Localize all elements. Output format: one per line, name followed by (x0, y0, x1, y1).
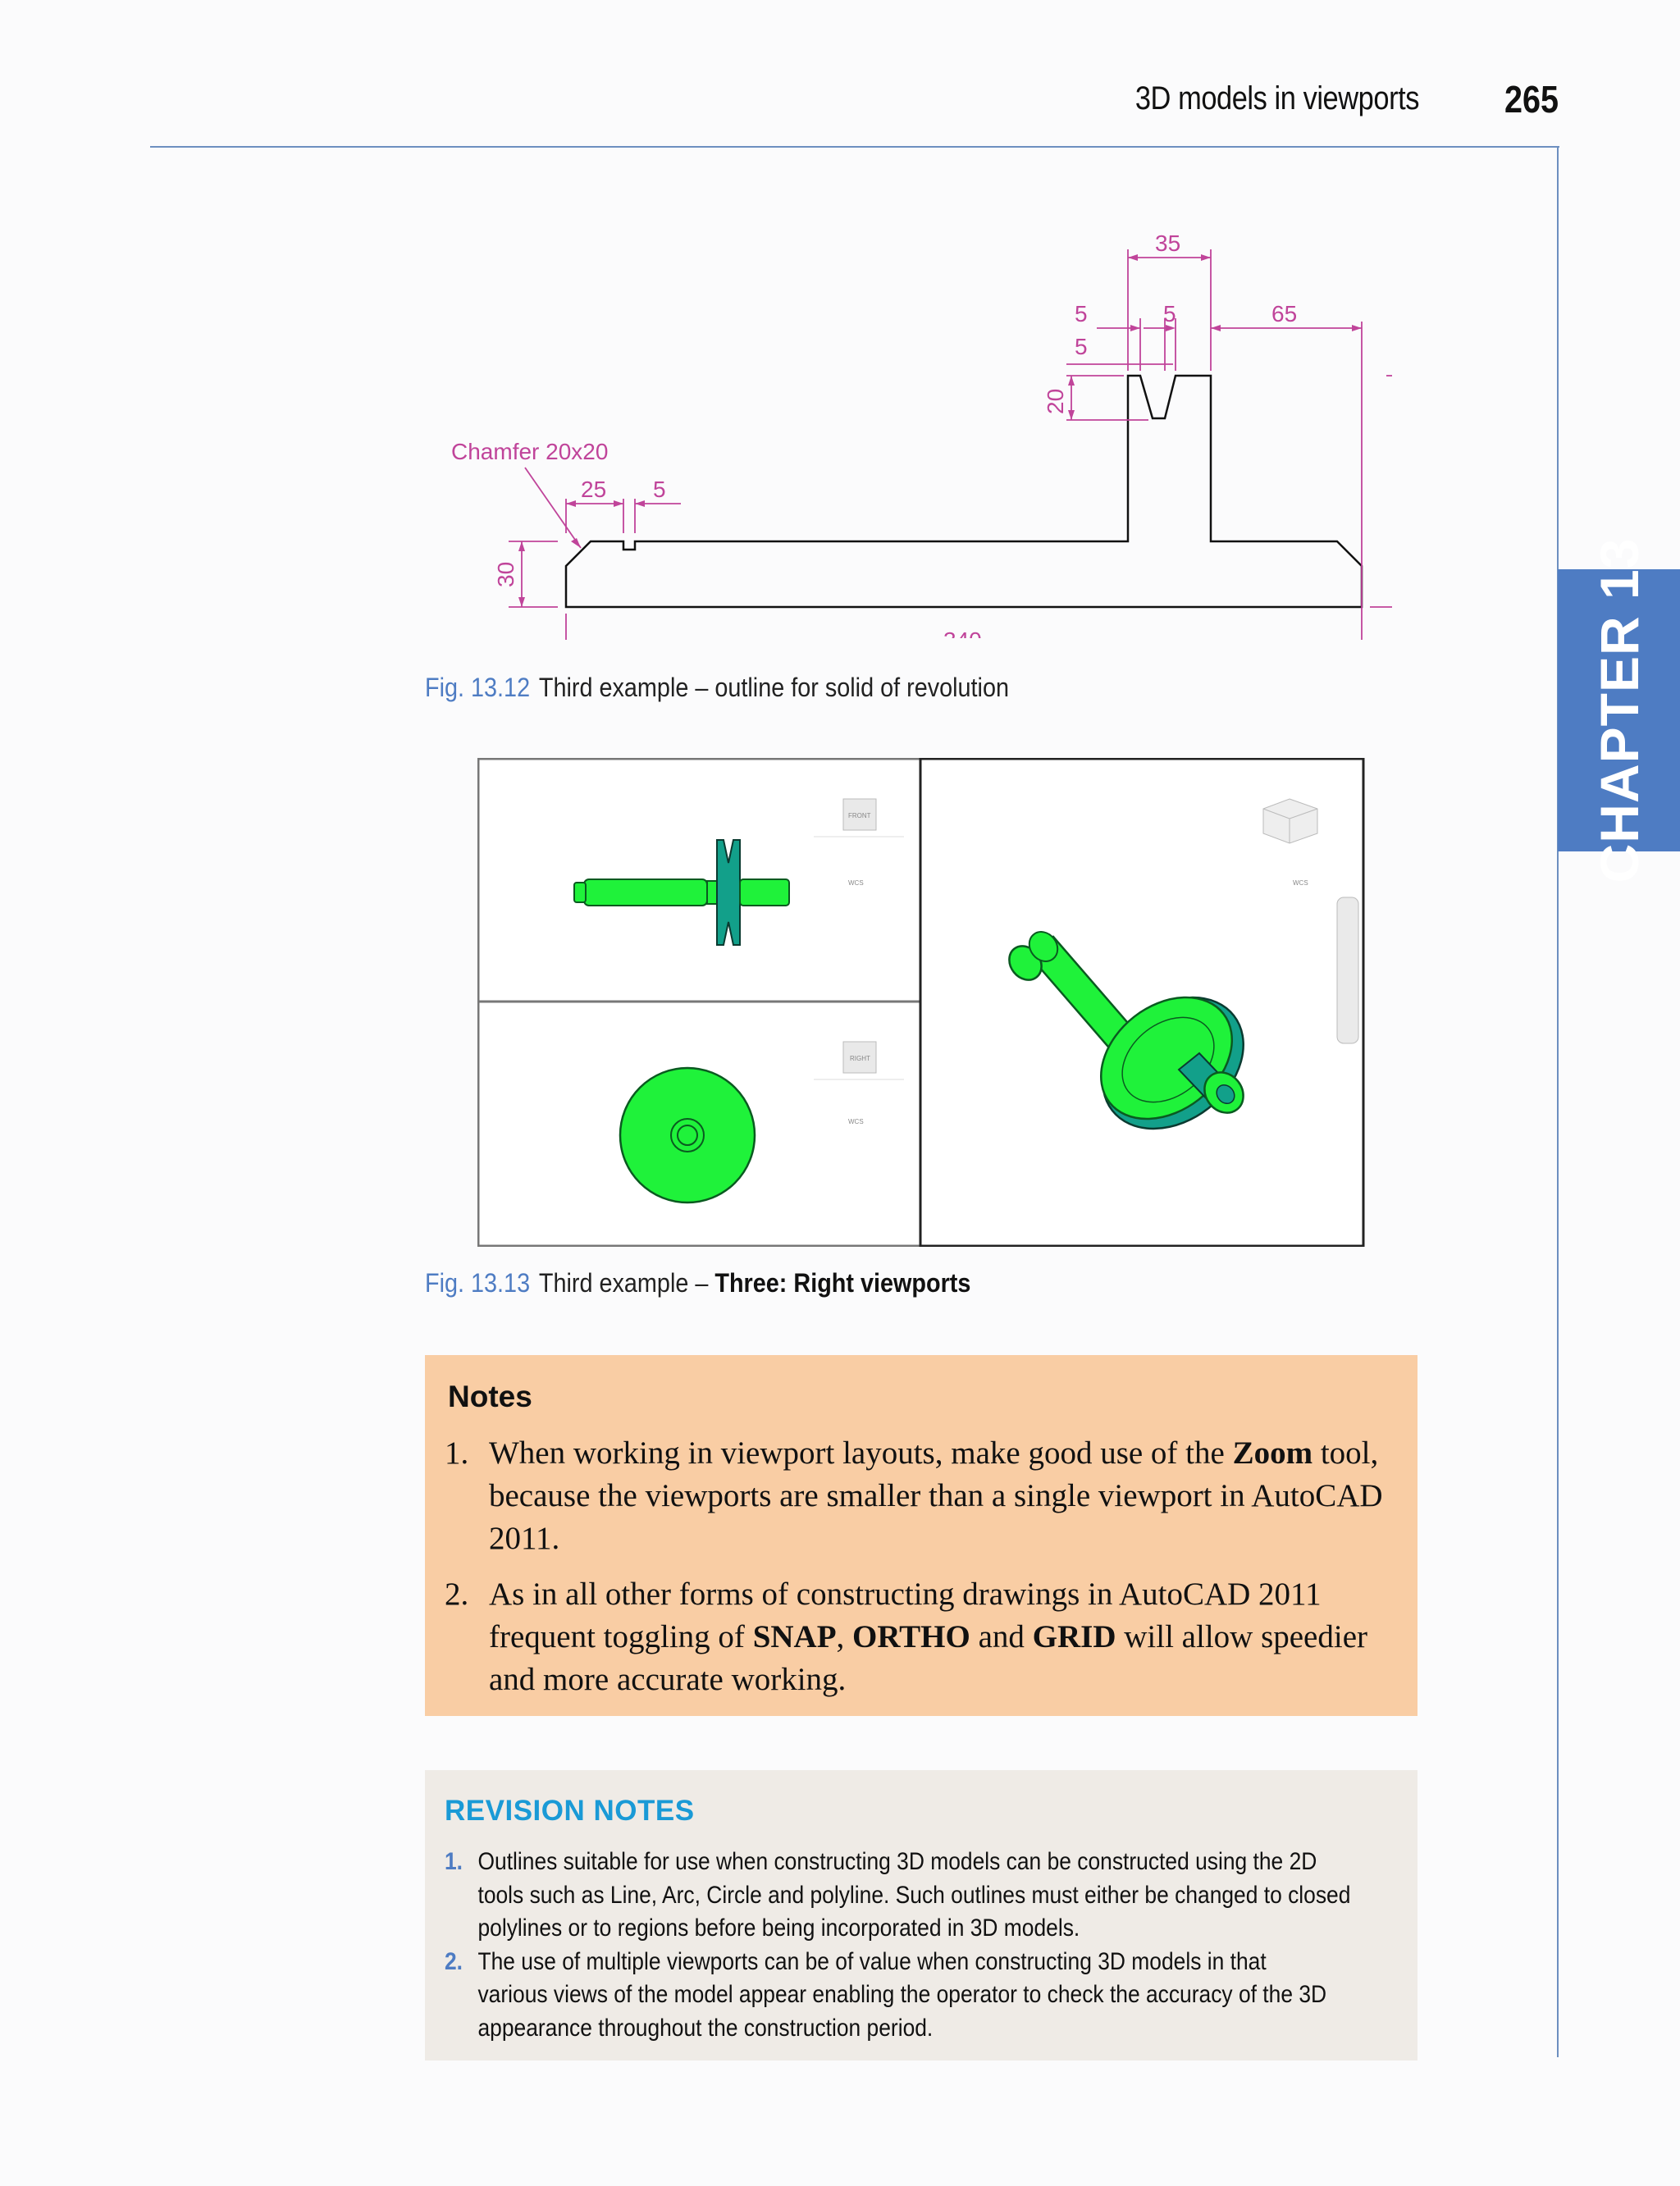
figure-number: Fig. 13.13 (425, 1268, 531, 1298)
notes-item (445, 1432, 1404, 1560)
notes-item-text: and (970, 1619, 1033, 1654)
revision-note-line: appearance throughout the construction period. (477, 2014, 934, 2042)
notes-item (445, 1573, 1404, 1701)
caption-text: Third example – outline for solid of revolution (538, 673, 1009, 702)
notes-item-bold: Zoom (1232, 1435, 1313, 1471)
notes-list (445, 1432, 1404, 1714)
notes-box (425, 1355, 1418, 1716)
outline-profile (566, 376, 1362, 607)
caption-bold-text: Three: Right viewports (714, 1268, 971, 1298)
dim-65: 65 (1271, 301, 1298, 326)
caption-text: Third example – (538, 1268, 715, 1298)
notes-item-text: As in all other forms of constructing drawings in AutoCAD 2011 frequent toggling of (489, 1577, 1322, 1654)
figure-13-13-caption (425, 1268, 970, 1298)
notes-item-bold: SNAP (752, 1619, 837, 1654)
right-view-model (620, 1068, 755, 1203)
wcs-label-iso: WCS (1293, 879, 1308, 887)
dim-5-a: 5 (1075, 301, 1088, 326)
revision-note-number: 1. (445, 1848, 463, 1875)
dim-20: 20 (1043, 388, 1068, 414)
revision-note-number: 2. (445, 1947, 463, 1975)
revision-note-item (445, 1946, 1383, 2046)
dim-35: 35 (1155, 230, 1181, 256)
notes-item-number: 2. (445, 1577, 469, 1612)
notes-item-text: , (836, 1619, 853, 1654)
notes-item-text: tool, because the viewports are smaller than a single viewport in AutoCAD 2011. (489, 1435, 1383, 1556)
notes-heading: Notes (448, 1380, 532, 1413)
viewcube-front-label: FRONT (848, 812, 871, 819)
revision-notes-heading: REVISION NOTES (445, 1795, 695, 1827)
figure-number: Fig. 13.12 (425, 673, 531, 702)
navigation-bar (1337, 897, 1358, 1043)
wcs-label-front: WCS (848, 879, 864, 887)
dim-25: 25 (581, 477, 607, 502)
chapter-tab-label: CHAPTER 13 (1588, 537, 1650, 883)
isometric-viewcube (1263, 799, 1317, 843)
dim-5-b: 5 (1163, 301, 1176, 326)
revision-notes-box (425, 1770, 1418, 2060)
dim-5-c: 5 (1075, 334, 1088, 359)
notes-item-bold: GRID (1032, 1619, 1116, 1654)
notes-item-bold: ORTHO (852, 1619, 970, 1654)
running-header-title: 3D models in viewports (1134, 80, 1419, 116)
revision-notes-list (445, 1846, 1383, 2045)
notes-item-text: When working in viewport layouts, make good use of the (489, 1435, 1233, 1471)
wcs-label-right: WCS (848, 1118, 864, 1125)
revision-note-line: Outlines suitable for use when constructing 3D models can be constructed using the 2D (477, 1848, 1317, 1875)
revision-note-item (445, 1846, 1383, 1946)
revision-note-line: The use of multiple viewports can be of value when constructing 3D models in that (477, 1947, 1267, 1975)
revision-note-line: tools such as Line, Arc, Circle and polyline. Such outlines must either be changed to closed (477, 1881, 1351, 1909)
viewports-figure (477, 758, 1365, 1247)
notes-item-number: 1. (445, 1435, 469, 1471)
chamfer-annotation: Chamfer 20x20 (451, 439, 609, 464)
figure-13-12-caption (425, 673, 1009, 703)
dim-5-d: 5 (653, 477, 666, 502)
revision-note-line: various views of the model appear enabling the operator to check the accuracy of the 3D (477, 1981, 1327, 2008)
notes-item-text: will allow speedier and more accurate working. (489, 1619, 1367, 1697)
dim-30: 30 (493, 561, 518, 587)
page-number: 265 (1504, 78, 1559, 121)
viewcube-right-label: RIGHT (850, 1055, 870, 1062)
revision-note-line: polylines or to regions before being incorporated in 3D models. (477, 1914, 1080, 1942)
